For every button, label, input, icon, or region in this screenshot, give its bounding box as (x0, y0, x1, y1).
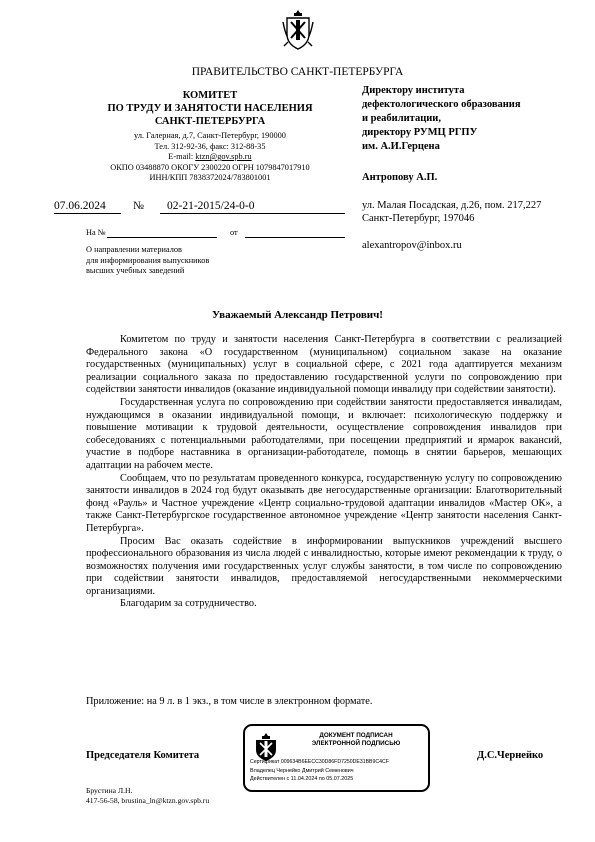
committee-inn: ИНН/КПП 7838372024/783801001 (149, 173, 271, 182)
email-label: E-mail: (168, 152, 196, 161)
signer-title: Председателя Комитета (86, 750, 200, 761)
committee-name-line: САНКТ-ПЕТЕРБУРГА (154, 116, 266, 127)
signer-name: Д.С.Чернейко (477, 750, 544, 761)
body-paragraph: Государственная услуга по сопровождению при содействии занятости предоставляется инвалидам, нуждающимся в оказании индивидуальной помощи, и включает: психологическую поддержку и повышение мотивации к трудовой деятельности, осуществление сопровождения инвалидов при собеседованиях с потенциальными работодателями, при посещении предприятий и ярмарок вакансий, участие в подборе наставника в организации-работодателе, помощь в снятии барьеров, мешающих адаптации на рабочем месте. (86, 396, 562, 471)
registration-number-label: № (133, 200, 144, 212)
subject-line: О направлении материалов (86, 245, 182, 254)
executor-name: Брустина Л.Н. (86, 786, 133, 795)
reply-to-date-label: от (230, 228, 238, 237)
stamp-heading-line: ЭЛЕКТРОННОЙ ПОДПИСЬЮ (311, 740, 401, 747)
stamp-heading (285, 732, 427, 748)
registration-number-underline (160, 213, 345, 214)
stamp-validity: Действителен с 11.04.2024 по 05.07.2025 (250, 776, 354, 782)
addressee-address (362, 199, 582, 225)
committee-phone: Тел. 312-92-36, факс: 312-88-35 (154, 141, 266, 151)
subject-line: для информирования выпускников (86, 255, 210, 265)
committee-name (70, 89, 350, 128)
reply-to-number-line (107, 237, 217, 238)
coat-of-arms-icon (282, 8, 314, 52)
government-heading: ПРАВИТЕЛЬСТВО САНКТ-ПЕТЕРБУРГА (191, 66, 404, 78)
registration-date-underline (54, 213, 121, 214)
electronic-signature-stamp (243, 724, 430, 792)
addressee-line: и реабилитации, (362, 113, 441, 124)
stamp-coat-of-arms-icon (251, 732, 281, 762)
letter-body (86, 334, 562, 611)
addressee-line: дефектологического образования (362, 99, 521, 110)
subject-line: высших учебных заведений (86, 266, 185, 275)
body-paragraph: Просим Вас оказать содействие в информировании выпускников учреждений высшего профессионального образования из числа людей с инвалидностью, которые имеют рекомендации к труду, о возможностях получения ими государственных услуг службы занятости, в том числе по сопровождению при содействии занятости инвалидов, предоставляемой негосударственными некоммерческими организациями. (86, 535, 562, 597)
stamp-certificate: Сертификат 009634B6EECC30D86FD7250DE31BB9C4CF (250, 759, 389, 765)
committee-name-line: ПО ТРУДУ И ЗАНЯТОСТИ НАСЕЛЕНИЯ (107, 103, 313, 114)
letter-subject (86, 245, 286, 277)
addressee-block (362, 84, 582, 154)
committee-email-row (70, 152, 350, 163)
stamp-owner: Владелец Чернейко Дмитрий Семенович (250, 768, 354, 774)
registration-date: 07.06.2024 (54, 200, 106, 212)
committee-name-line: КОМИТЕТ (182, 90, 238, 101)
committee-contacts (70, 131, 350, 184)
addressee-address-line: ул. Малая Посадская, д.26, пом. 217,227 (362, 200, 542, 211)
addressee-address-line: Санкт-Петербург, 197046 (362, 213, 475, 224)
registration-number: 02-21-2015/24-0-0 (167, 200, 255, 212)
addressee-line: им. А.И.Герцена (362, 141, 440, 152)
executor-contact: 417-56-58, brustina_ln@ktzn.gov.spb.ru (86, 796, 210, 805)
committee-email-link[interactable]: ktzn@gov.spb.ru (195, 152, 252, 161)
greeting: Уважаемый Александр Петрович! (212, 309, 383, 321)
attachment-note: Приложение: на 9 л. в 1 экз., в том числе в электронном формате. (86, 696, 373, 707)
body-paragraph: Комитетом по труду и занятости населения Санкт-Петербурга в соответствии с реализацией Федерального закона «О государственном (муниципальном) социальном заказе на оказание государственных (муниципальных) услуг в социальной сфере, с 2021 года адаптируется механизм реализации социального заказа по предоставлению государственной услуги по сопровождению при содействии занятости инвалидов (оказание индивидуальной помощи инвалиду при содействии занятости). (86, 334, 562, 396)
reply-to-number-label: На № (86, 228, 106, 237)
committee-codes: ОКПО 03488870 ОКОГУ 2300220 ОГРН 1079847017910 (110, 162, 310, 172)
body-paragraph: Благодарим за сотрудничество. (120, 598, 257, 610)
body-paragraph: Сообщаем, что по результатам проведенного конкурса, государственную услугу по сопровождению занятости инвалидов в 2024 год будут оказывать две негосударственные организации: Благотворительный фонд «Рауль» и Частное учреждение «Центр социально-трудовой адаптации инвалидов «Мастер ОК», а также Санкт-Петербургское государственное автономное учреждение «Центр занятости населения Санкт-Петербурга». (86, 472, 562, 534)
addressee-name: Антропову А.П. (362, 172, 438, 183)
addressee-line: Директору института (362, 85, 465, 96)
addressee-email[interactable]: alexantropov@inbox.ru (362, 240, 462, 251)
committee-address: ул. Галерная, д.7, Санкт-Петербург, 190000 (134, 131, 286, 140)
stamp-heading-line: ДОКУМЕНТ ПОДПИСАН (319, 732, 393, 739)
addressee-line: директору РУМЦ РГПУ (362, 127, 478, 138)
executor-info (86, 786, 209, 806)
reply-to-date-line (245, 237, 345, 238)
